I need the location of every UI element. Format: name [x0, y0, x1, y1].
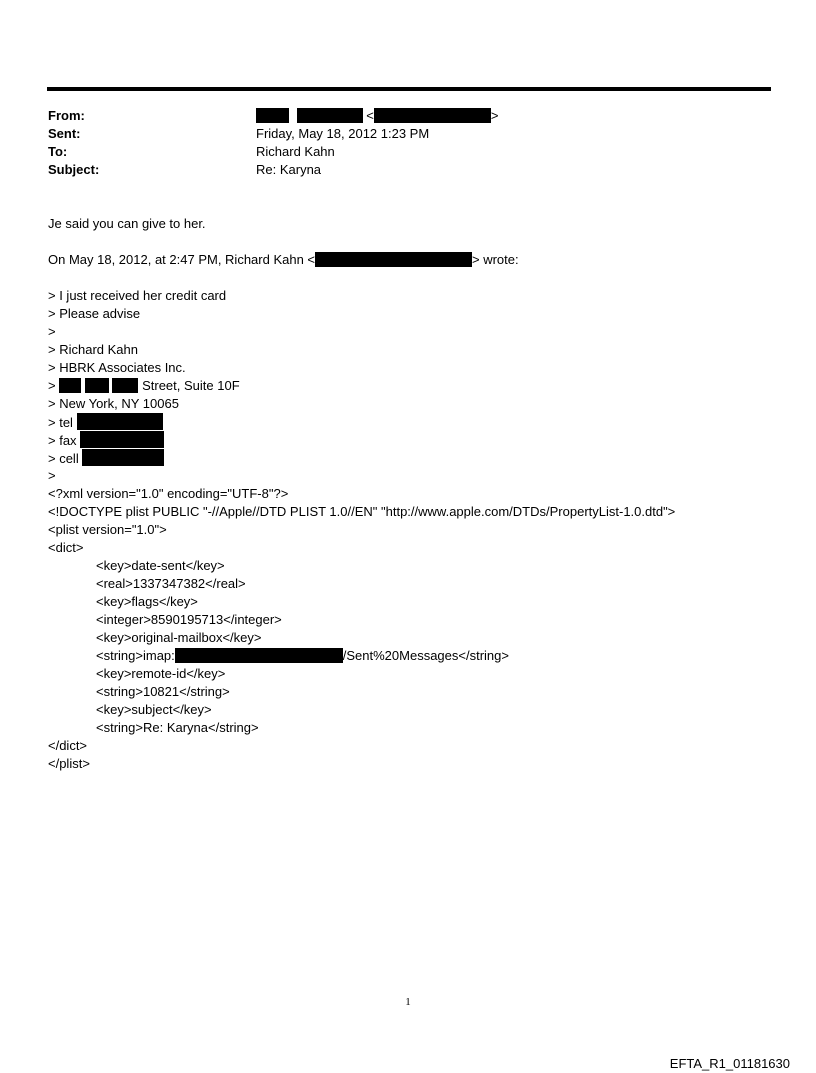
plist-line: <string>Re: Karyna</string> [96, 720, 259, 735]
page-number: 1 [405, 996, 411, 1008]
quote-line: > [48, 468, 56, 483]
quote-line: > New York, NY 10065 [48, 396, 179, 411]
plist-line: <real>1337347382</real> [96, 576, 246, 591]
plist-line: <integer>8590195713</integer> [96, 612, 282, 627]
plist-line: <string>imap: /Sent%20Messages</string> [96, 648, 509, 663]
plist-line: <dict> [48, 540, 84, 555]
subject-value: Re: Karyna [256, 162, 322, 177]
plist-line: <?xml version="1.0" encoding="UTF-8"?> [48, 486, 289, 501]
redaction-box [175, 648, 343, 663]
redaction-box [315, 252, 472, 267]
plist-line: <plist version="1.0"> [48, 522, 167, 537]
quote-line: > cell [48, 449, 164, 468]
plist-line: <!DOCTYPE plist PUBLIC "-//Apple//DTD PLIST 1.0//EN" "http://www.apple.com/DTDs/PropertyList-1.0.dtd"> [48, 504, 676, 519]
to-label: To: [48, 144, 68, 159]
plist-line: <key>original-mailbox</key> [96, 630, 262, 645]
plist-line: </plist> [48, 756, 90, 771]
reply-text: Je said you can give to her. [48, 216, 206, 231]
redaction-box [297, 108, 363, 123]
redaction-box [77, 413, 163, 430]
quote-line: > tel [48, 413, 163, 432]
redaction-box [80, 431, 164, 448]
from-label: From: [48, 108, 85, 123]
from-value [256, 107, 498, 125]
subject-label: Subject: [48, 162, 100, 177]
quote-line: > HBRK Associates Inc. [48, 360, 186, 375]
plist-line: </dict> [48, 738, 88, 753]
redaction-box [112, 378, 138, 393]
plist-line: <string>10821</string> [96, 684, 230, 699]
quote-line: > Richard Kahn [48, 342, 138, 357]
from-lt: < [366, 108, 374, 123]
redaction-box [85, 378, 109, 393]
redaction-box [59, 378, 81, 393]
redaction-box [82, 449, 164, 466]
redaction-box [374, 108, 491, 123]
header-rule [47, 87, 771, 91]
plist-line: <key>flags</key> [96, 594, 198, 609]
quote-line: > Please advise [48, 306, 141, 321]
redaction-box [256, 108, 289, 123]
quote-line: > fax [48, 431, 164, 450]
quote-line: > I just received her credit card [48, 288, 227, 303]
to-value: Richard Kahn [256, 144, 335, 159]
sent-label: Sent: [48, 126, 81, 141]
quote-intro: On May 18, 2012, at 2:47 PM, Richard Kahn < > wrote: [48, 252, 519, 267]
plist-line: <key>date-sent</key> [96, 558, 225, 573]
plist-line: <key>subject</key> [96, 702, 212, 717]
plist-line: <key>remote-id</key> [96, 666, 226, 681]
from-gt: > [490, 108, 499, 123]
quote-line: > [48, 324, 56, 339]
sent-value: Friday, May 18, 2012 1:23 PM [256, 126, 430, 141]
quote-line: > Street, Suite 10F [48, 378, 240, 393]
document-id: EFTA_R1_01181630 [669, 1056, 790, 1071]
